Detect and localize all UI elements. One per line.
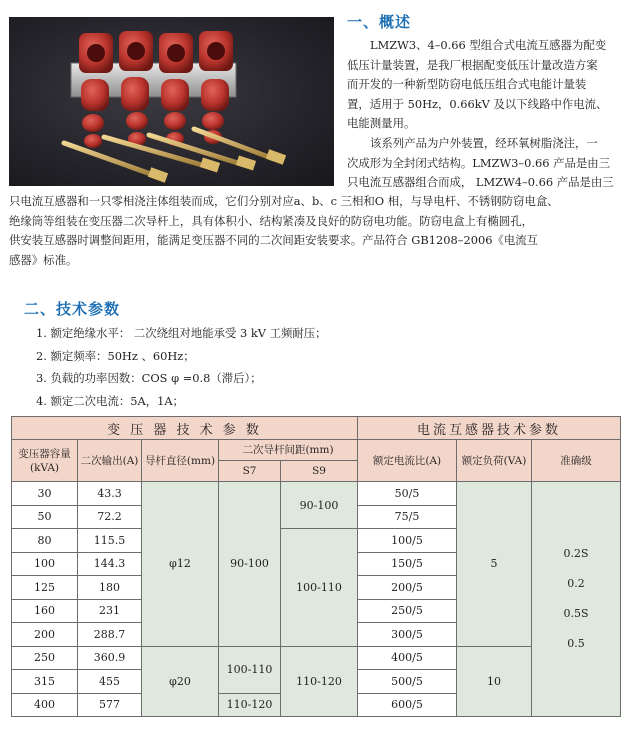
text-line: 绝缘筒等组装在变压器二次导杆上，具有体积小、结构紧凑及良好的防窃电功能。防窃电盒上有椭圆孔， xyxy=(9,213,533,228)
column-header-rated-ratio: 额定电流比(A) xyxy=(358,440,457,482)
accuracy-value: 0.5 xyxy=(567,637,585,650)
cell-ratio: 75/5 xyxy=(358,505,457,529)
cell-diameter: φ12 xyxy=(142,482,219,647)
accuracy-value: 0.5S xyxy=(563,607,589,620)
list-item: 2. 额定频率：50Hz 、60Hz； xyxy=(36,348,195,363)
text-line: 低压计量装置，是我厂根据配变低压计量改造方案 xyxy=(347,57,598,72)
cell-ratio: 250/5 xyxy=(358,599,457,623)
text-line: 电能测量用。 xyxy=(347,116,416,131)
column-header-s7: S7 xyxy=(219,461,281,482)
cell-s7: 100-110 xyxy=(219,646,281,693)
text-line: 感器》标准。 xyxy=(9,252,78,267)
column-header-rod-diameter: 导杆直径(mm) xyxy=(142,440,219,482)
text-line-content: LMZW3、4–0.66 型组合式电流互感器为配变 xyxy=(370,38,607,52)
list-item: 3. 负载的功率因数：COS φ =0.8（滞后）； xyxy=(36,371,262,385)
cell-capacity: 160 xyxy=(12,599,78,623)
cell-s9: 110-120 xyxy=(281,646,358,717)
parameter-table xyxy=(11,416,621,717)
cell-capacity: 250 xyxy=(12,646,78,670)
column-header-s9: S9 xyxy=(281,461,358,482)
cell-s9: 90-100 xyxy=(281,482,358,529)
cell-burden: 5 xyxy=(457,482,532,647)
parameter-list xyxy=(36,322,327,412)
cell-capacity: 315 xyxy=(12,670,78,694)
cell-capacity: 125 xyxy=(12,576,78,600)
cell-capacity: 200 xyxy=(12,623,78,647)
table-group-header-ct: 电流互感器技术参数 xyxy=(358,417,621,440)
text-line-content: 该系列产品为户外装置，经环氧树脂浇注，一 xyxy=(370,136,598,150)
text-line: 次成形为全封闭式结构。LMZW3–0.66 产品是由三 xyxy=(347,155,611,170)
cell-ratio: 500/5 xyxy=(358,670,457,694)
column-header-capacity: 变压器容量(kVA) xyxy=(12,440,78,482)
cell-diameter: φ20 xyxy=(142,646,219,717)
accuracy-value: 0.2 xyxy=(567,577,585,590)
cell-output: 115.5 xyxy=(78,529,142,553)
cell-capacity: 50 xyxy=(12,505,78,529)
cell-ratio: 150/5 xyxy=(358,552,457,576)
cell-capacity: 100 xyxy=(12,552,78,576)
cell-output: 577 xyxy=(78,693,142,717)
product-photo xyxy=(9,17,334,186)
cell-output: 455 xyxy=(78,670,142,694)
text-line xyxy=(347,134,614,154)
cell-capacity: 400 xyxy=(12,693,78,717)
text-line: 置，适用于 50Hz，0.66kV 及以下线路中作电流、 xyxy=(347,96,608,111)
cell-ratio: 50/5 xyxy=(358,482,457,506)
accuracy-value: 0.2S xyxy=(563,547,589,560)
cell-output: 360.9 xyxy=(78,646,142,670)
list-item: 4. 额定二次电流：5A，1A； xyxy=(36,393,184,408)
cell-output: 144.3 xyxy=(78,552,142,576)
cell-output: 231 xyxy=(78,599,142,623)
cell-output: 43.3 xyxy=(78,482,142,506)
table-row xyxy=(12,646,621,670)
section-title-technical-parameters: 二、技术参数 xyxy=(24,300,121,318)
section-title-overview: 一、概述 xyxy=(347,13,412,31)
text-line: 而开发的一种新型防窃电低压组合式电能计量装 xyxy=(347,77,587,92)
current-transformer-illustration xyxy=(9,17,334,186)
column-header-rod-spacing: 二次导杆间距(mm) xyxy=(219,440,358,461)
cell-ratio: 300/5 xyxy=(358,623,457,647)
cell-capacity: 30 xyxy=(12,482,78,506)
cell-ratio: 100/5 xyxy=(358,529,457,553)
table-group-header-transformer: 变 压 器 技 术 参 数 xyxy=(12,417,358,440)
cell-ratio: 600/5 xyxy=(358,693,457,717)
cell-burden: 10 xyxy=(457,646,532,717)
overview-paragraph-1 xyxy=(347,36,607,134)
cell-s7: 90-100 xyxy=(219,482,281,647)
cell-s9: 100-110 xyxy=(281,529,358,647)
cell-capacity: 80 xyxy=(12,529,78,553)
table-row xyxy=(12,482,621,506)
text-line: 供安装互感器时调整间距用，能满足变压器不同的二次间距安装要求。产品符合 GB1208–2006《电流互 xyxy=(9,233,538,248)
cell-output: 180 xyxy=(78,576,142,600)
cell-ratio: 200/5 xyxy=(358,576,457,600)
cell-s7: 110-120 xyxy=(219,693,281,717)
column-header-rated-burden: 额定负荷(VA) xyxy=(457,440,532,482)
cell-ratio: 400/5 xyxy=(358,646,457,670)
text-line: 只电流互感器和一只零相浇注体组装而成，它们分别对应a、b、c 三相和O 相，与导电杆、不锈钢防窃电盒、 xyxy=(9,194,559,208)
cell-output: 72.2 xyxy=(78,505,142,529)
cell-accuracy xyxy=(532,482,621,717)
overview-paragraph-2b xyxy=(9,192,559,270)
text-line xyxy=(347,36,607,56)
cell-output: 288.7 xyxy=(78,623,142,647)
column-header-secondary-output: 二次输出(A) xyxy=(78,440,142,482)
column-header-accuracy-class: 准确级 xyxy=(532,440,621,482)
list-item: 1. 额定绝缘水平： 二次绕组对地能承受 3 kV 工频耐压； xyxy=(36,326,327,340)
text-line: 只电流互感器组合而成， LMZW4–0.66 产品是由三 xyxy=(347,175,614,190)
overview-paragraph-2a xyxy=(347,134,614,193)
